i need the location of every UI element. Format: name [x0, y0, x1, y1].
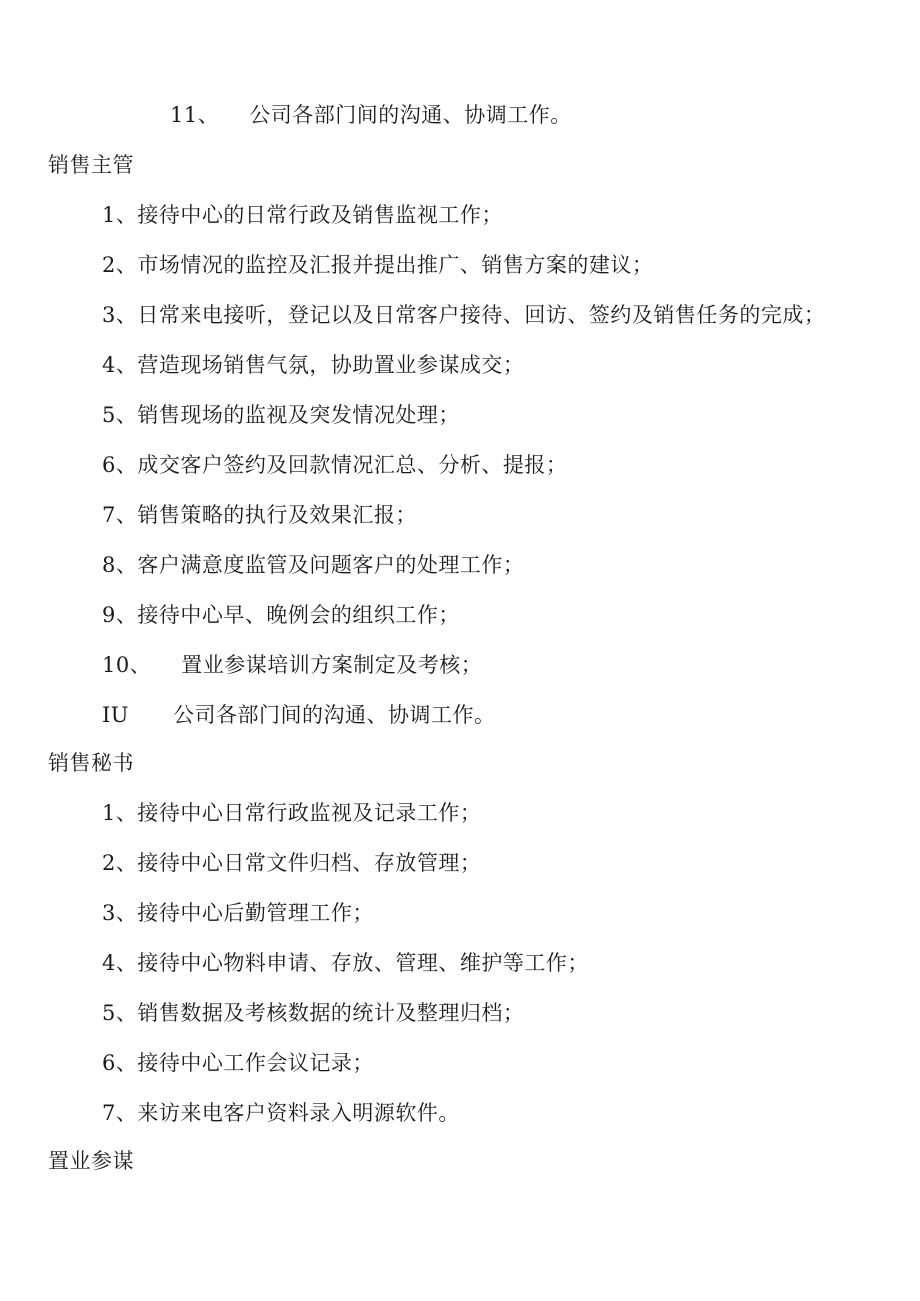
item-number: 3: [102, 901, 116, 925]
item-number: 9: [102, 603, 116, 627]
item-separator: 、: [115, 1051, 138, 1075]
list-item: [102, 700, 496, 730]
item-number: 7: [102, 1101, 116, 1125]
item-text: 接待中心后勤管理工作；: [137, 901, 374, 925]
item-text: 接待中心日常行政监视及记录工作；: [137, 801, 482, 825]
item-text: 营造现场销售气氛，协助置业参谋成交；: [137, 353, 525, 377]
list-item: [102, 350, 524, 380]
list-item: [102, 600, 460, 630]
item-separator: 、: [115, 951, 138, 975]
item-number: 1: [102, 801, 116, 825]
list-item: [102, 300, 825, 330]
item-text: 来访来电客户资料录入明源软件。: [137, 1101, 460, 1125]
list-item: [102, 1048, 374, 1078]
item-number: 1: [102, 203, 116, 227]
item-number: 5: [102, 1001, 116, 1025]
list-item: [102, 948, 589, 978]
item-separator: 、: [197, 103, 220, 127]
item-text: 接待中心日常文件归档、存放管理；: [137, 851, 482, 875]
item-separator: 、: [115, 851, 138, 875]
item-text: 销售现场的监视及突发情况处理；: [137, 403, 460, 427]
item-separator: 、: [115, 1101, 138, 1125]
item-number: 3: [102, 303, 116, 327]
item-text: 市场情况的监控及汇报并提出推广、销售方案的建议；: [137, 253, 654, 277]
item-text: 成交客户签约及回款情况汇总、分析、提报；: [137, 453, 568, 477]
item-text: 日常来电接听，登记以及日常客户接待、回访、签约及销售任务的完成；: [137, 303, 826, 327]
list-item: [102, 848, 481, 878]
list-item: [102, 798, 481, 828]
item-separator: 、: [115, 453, 138, 477]
item-separator: 、: [115, 801, 138, 825]
list-item: [102, 500, 417, 530]
item-text: 置业参谋培训方案制定及考核；: [181, 653, 483, 677]
item-number: IU: [102, 703, 129, 727]
item-separator: 、: [115, 553, 138, 577]
item-text: 接待中心早、晚例会的组织工作；: [137, 603, 460, 627]
item-separator: 、: [115, 1001, 138, 1025]
item-number: 8: [102, 553, 116, 577]
section-heading-sales-secretary: 销售秘书: [48, 751, 134, 775]
item-separator: 、: [115, 353, 138, 377]
item-separator: 、: [129, 653, 152, 677]
item-text: 接待中心物料申请、存放、管理、维护等工作；: [137, 951, 589, 975]
item-separator: 、: [115, 901, 138, 925]
item-number: 10: [102, 653, 130, 677]
list-item-top-11: [170, 100, 572, 130]
section-heading-sales-supervisor: 销售主管: [48, 153, 134, 177]
item-number: 4: [102, 951, 116, 975]
item-number: 11: [170, 103, 198, 127]
item-text: 销售数据及考核数据的统计及整理归档；: [137, 1001, 525, 1025]
item-text: 接待中心的日常行政及销售监视工作；: [137, 203, 503, 227]
list-item: [102, 450, 567, 480]
list-item: [102, 998, 524, 1028]
item-number: 6: [102, 453, 116, 477]
item-number: 4: [102, 353, 116, 377]
list-item: [102, 898, 374, 928]
item-separator: 、: [115, 603, 138, 627]
list-item: [102, 550, 524, 580]
item-number: 6: [102, 1051, 116, 1075]
item-separator: 、: [115, 503, 138, 527]
list-item: [102, 1098, 460, 1128]
item-separator: 、: [115, 303, 138, 327]
item-separator: 、: [115, 253, 138, 277]
item-text: 公司各部门间的沟通、协调工作。: [249, 103, 572, 127]
list-item: [102, 650, 482, 680]
item-separator: 、: [115, 403, 138, 427]
item-text: 公司各部门间的沟通、协调工作。: [173, 703, 496, 727]
list-item: [102, 250, 653, 280]
section-heading-property-consultant: 置业参谋: [48, 1149, 134, 1173]
item-text: 接待中心工作会议记录；: [137, 1051, 374, 1075]
item-text: 销售策略的执行及效果汇报；: [137, 503, 417, 527]
item-text: 客户满意度监管及问题客户的处理工作；: [137, 553, 525, 577]
item-number: 7: [102, 503, 116, 527]
item-number: 2: [102, 851, 116, 875]
item-number: 2: [102, 253, 116, 277]
item-number: 5: [102, 403, 116, 427]
item-separator: 、: [115, 203, 138, 227]
list-item: [102, 400, 460, 430]
list-item: [102, 200, 503, 230]
